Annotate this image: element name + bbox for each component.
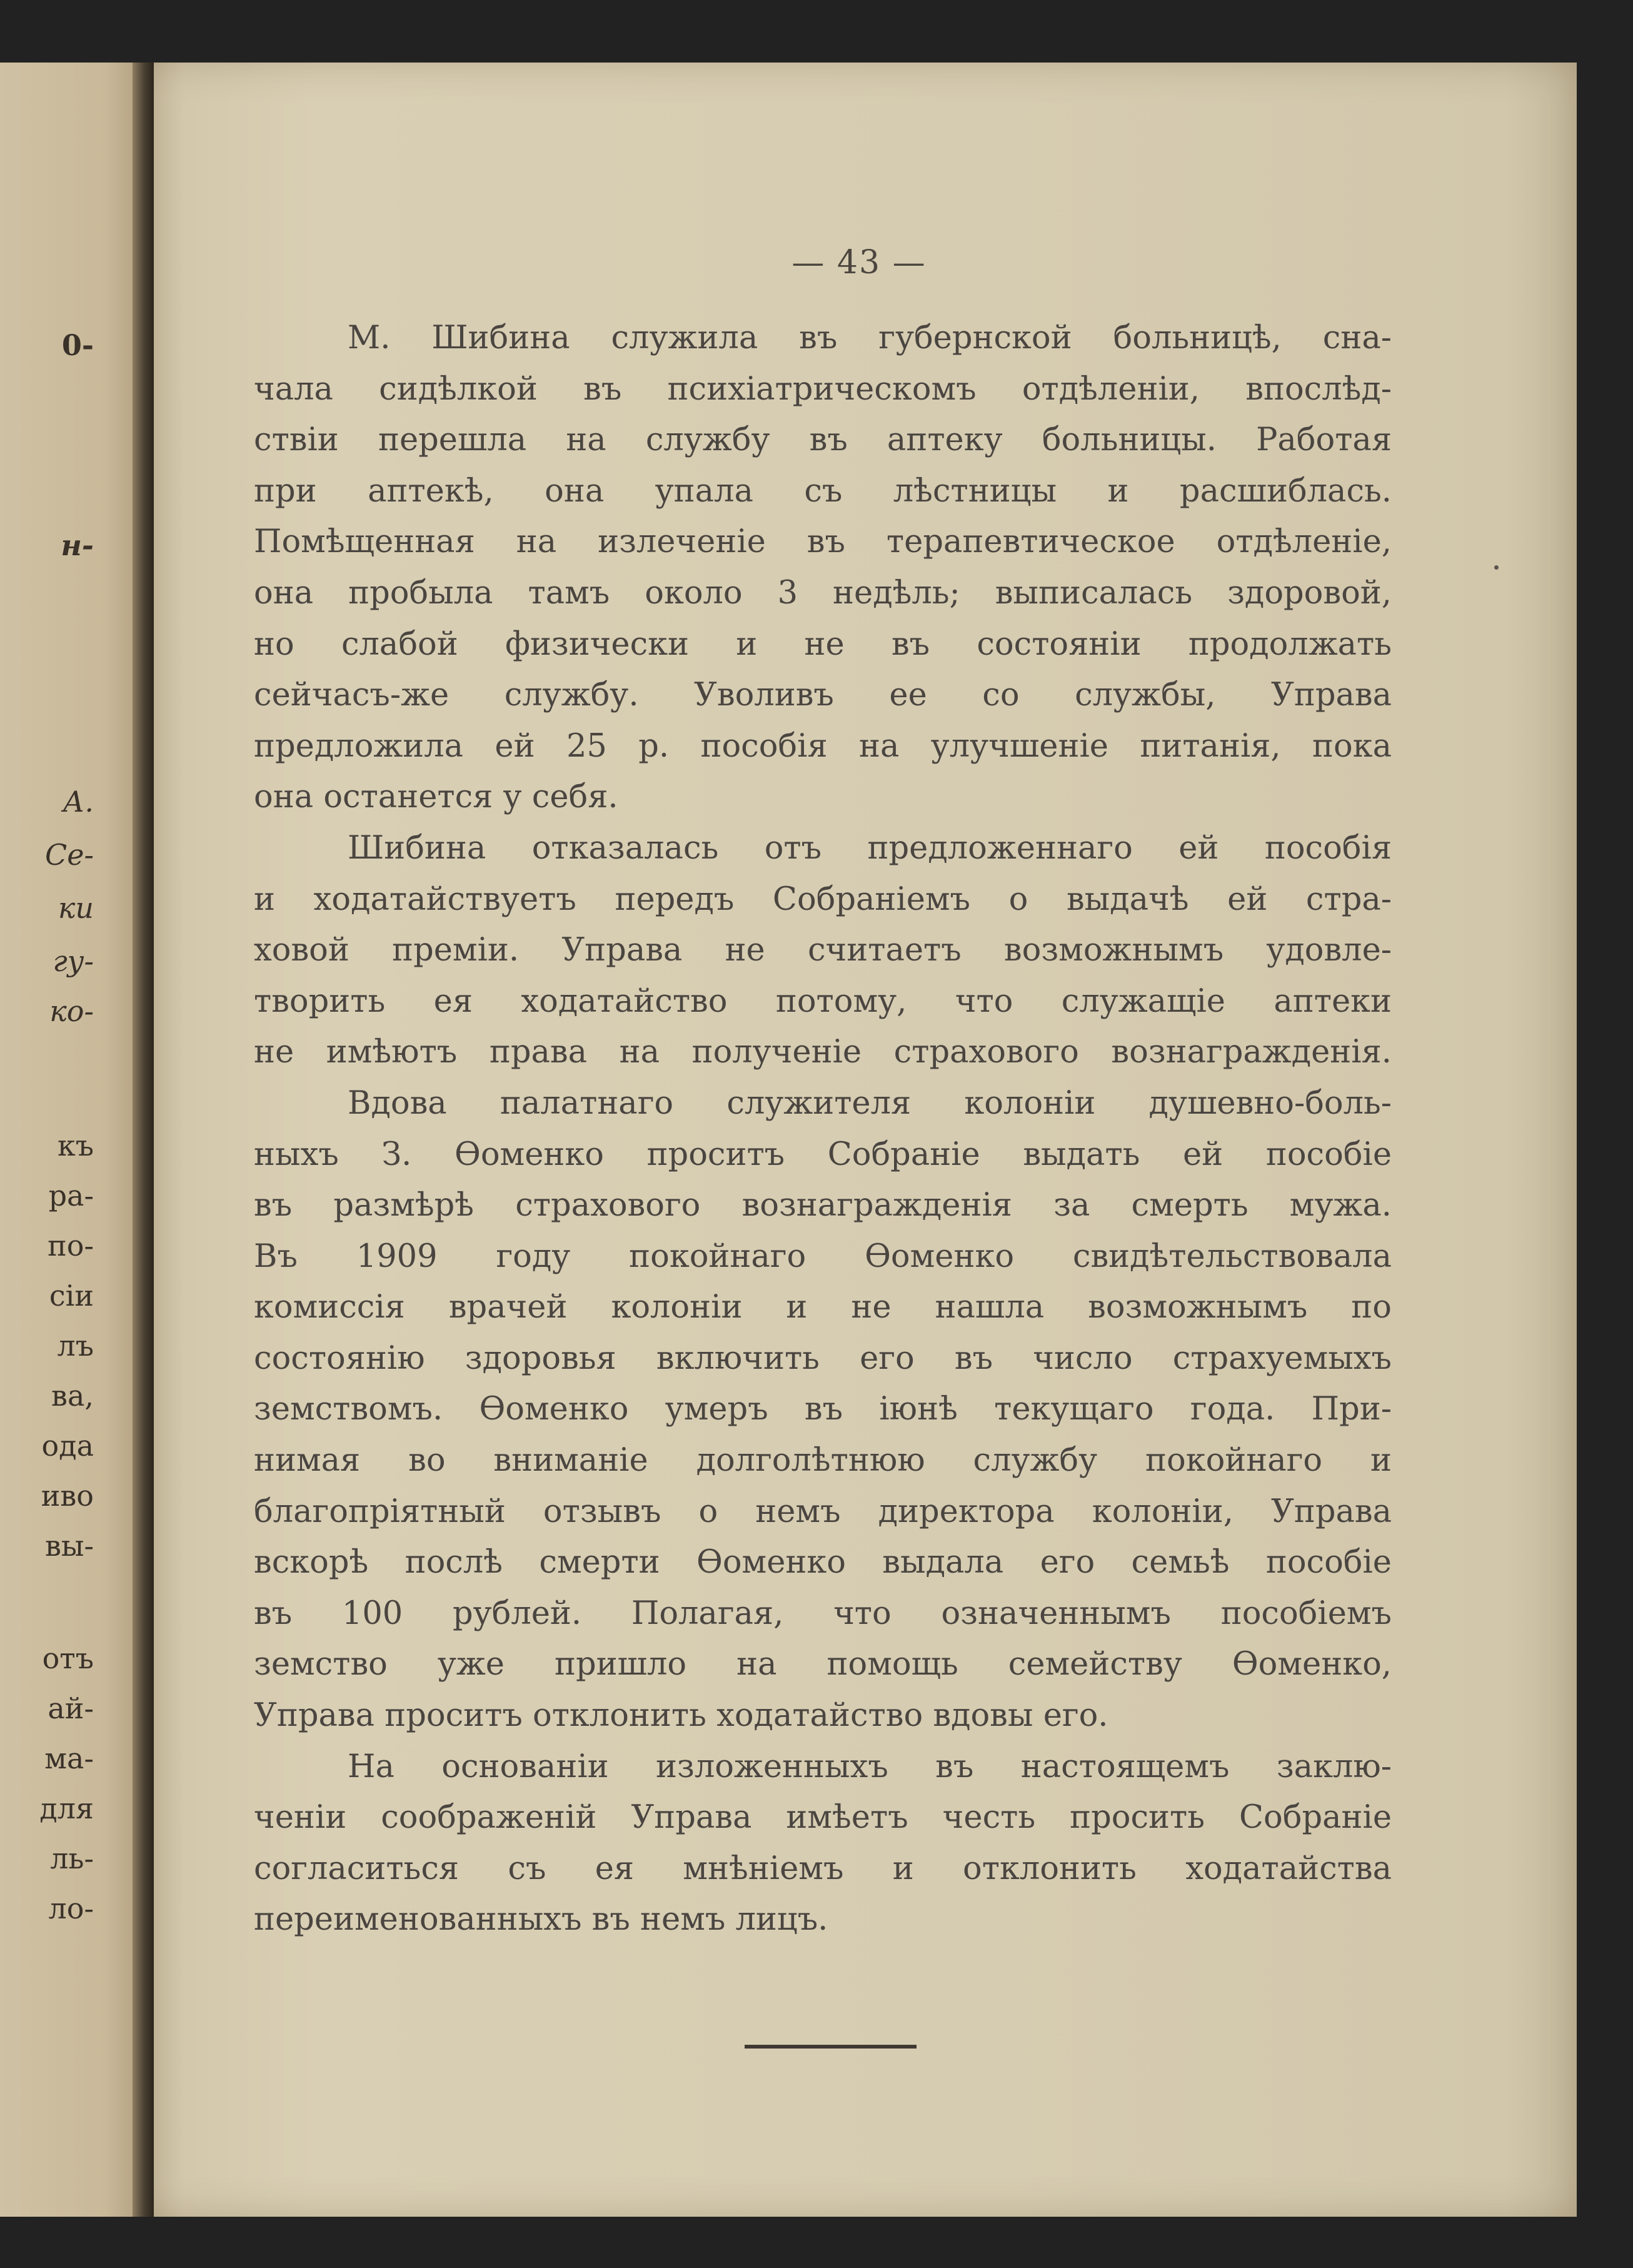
- book-gutter: [133, 63, 154, 2217]
- left-page-fragment: Се-: [45, 838, 94, 872]
- page-body-text: [254, 313, 1392, 1945]
- text-line: при аптекѣ, она упала съ лѣстницы и расшиблась.: [254, 472, 1392, 510]
- paragraph: [254, 1741, 1392, 1945]
- left-page-fragment: для: [39, 1792, 94, 1825]
- left-page-fragment: ма-: [44, 1741, 94, 1775]
- text-line: въ 100 рублей. Полагая, что означеннымъ пособіемъ: [254, 1595, 1392, 1632]
- text-line: ствіи перешла на службу въ аптеку больницы. Работая: [254, 421, 1392, 459]
- paragraph: [254, 313, 1392, 823]
- page-number: — 43 —: [791, 244, 927, 281]
- text-line: нимая во вниманіе долголѣтнюю службу покойнаго и: [254, 1442, 1392, 1479]
- previous-page-edge: [0, 63, 150, 2217]
- paragraph: [254, 823, 1392, 1078]
- left-page-fragment: ки: [58, 891, 94, 925]
- text-line: Помѣщенная на излеченіе въ терапевтическое отдѣленіе,: [254, 523, 1392, 561]
- left-page-fragment: вы-: [44, 1529, 94, 1563]
- text-line: предложила ей 25 р. пособія на улучшеніе питанія, пока: [254, 727, 1392, 765]
- text-line: ченіи соображеній Управа имѣетъ честь просить Собраніе: [254, 1799, 1392, 1837]
- text-line: не имѣютъ права на полученіе страхового вознагражденія.: [254, 1034, 1392, 1071]
- text-line: Вдова палатнаго служителя колоніи душевно-боль-: [348, 1084, 1392, 1122]
- text-line: земство уже пришло на помощь семейству Өоменко,: [254, 1646, 1392, 1683]
- left-page-fragment: ва,: [51, 1379, 94, 1413]
- text-line: переименованныхъ въ немъ лицъ.: [254, 1901, 828, 1938]
- text-line: чала сидѣлкой въ психіатрическомъ отдѣленіи, впослѣд-: [254, 370, 1392, 408]
- text-line: земствомъ. Өоменко умеръ въ іюнѣ текущаго года. При-: [254, 1391, 1392, 1428]
- text-line: она пробыла тамъ около 3 недѣль; выписалась здоровой,: [254, 574, 1392, 612]
- left-page-fragment: къ: [57, 1129, 94, 1162]
- text-line: вскорѣ послѣ смерти Өоменко выдала его семьѣ пособіе: [254, 1544, 1392, 1581]
- left-page-fragment: сіи: [49, 1279, 94, 1313]
- text-line: но слабой физически и не въ состояніи продолжать: [254, 625, 1392, 663]
- end-rule: [745, 2045, 917, 2049]
- left-page-fragment: ль-: [50, 1842, 94, 1875]
- text-line: комиссія врачей колоніи и не нашла возможнымъ по: [254, 1289, 1392, 1326]
- text-line: и ходатайствуетъ передъ Собраніемъ о выдачѣ ей стра-: [254, 880, 1392, 918]
- text-line: ныхъ З. Өоменко проситъ Собраніе выдать ей пособіе: [254, 1136, 1392, 1173]
- left-page-fragment: отъ: [42, 1641, 94, 1675]
- left-page-fragment: А.: [63, 785, 94, 819]
- left-page-fragment: по-: [48, 1229, 94, 1263]
- left-page-fragment: ода: [41, 1429, 94, 1463]
- text-line: творить ея ходатайство потому, что служащіе аптеки: [254, 982, 1392, 1020]
- text-line: согласиться съ ея мнѣніемъ и отклонить ходатайства: [254, 1850, 1392, 1887]
- left-page-fragment: гу-: [53, 944, 94, 978]
- text-line: сейчасъ-же службу. Уволивъ ее со службы, Управа: [254, 677, 1392, 714]
- left-page-fragment: ко-: [49, 994, 94, 1028]
- left-page-fragment: ра-: [48, 1179, 94, 1212]
- text-line: Управа проситъ отклонить ходатайство вдовы его.: [254, 1697, 1108, 1735]
- ink-speck: [1494, 565, 1499, 570]
- text-line: М. Шибина служила въ губернской больницѣ, сна-: [348, 320, 1392, 356]
- text-line: Шибина отказалась отъ предложеннаго ей пособія: [348, 829, 1392, 867]
- paragraph: [254, 1078, 1392, 1741]
- text-line: ховой преміи. Управа не считаетъ возможнымъ удовле-: [254, 932, 1392, 969]
- text-line: Въ 1909 году покойнаго Өоменко свидѣтельствовала: [254, 1237, 1392, 1275]
- left-page-fragment: лъ: [57, 1329, 94, 1363]
- text-line: въ размѣрѣ страхового вознагражденія за смерть мужа.: [254, 1187, 1392, 1224]
- left-page-fragment: иво: [41, 1479, 94, 1513]
- book-page: [141, 63, 1577, 2217]
- text-line: благопріятный отзывъ о немъ директора колоніи, Управа: [254, 1493, 1392, 1530]
- text-line: она останется у себя.: [254, 779, 618, 816]
- text-line: На основаніи изложенныхъ въ настоящемъ заклю-: [348, 1748, 1392, 1785]
- left-page-fragment: ай-: [48, 1691, 94, 1725]
- left-page-fragment: н-: [61, 528, 94, 562]
- left-page-fragment: ло-: [48, 1892, 94, 1925]
- left-page-fragment: 0-: [61, 328, 94, 362]
- text-line: состоянію здоровья включить его въ число страхуемыхъ: [254, 1339, 1392, 1377]
